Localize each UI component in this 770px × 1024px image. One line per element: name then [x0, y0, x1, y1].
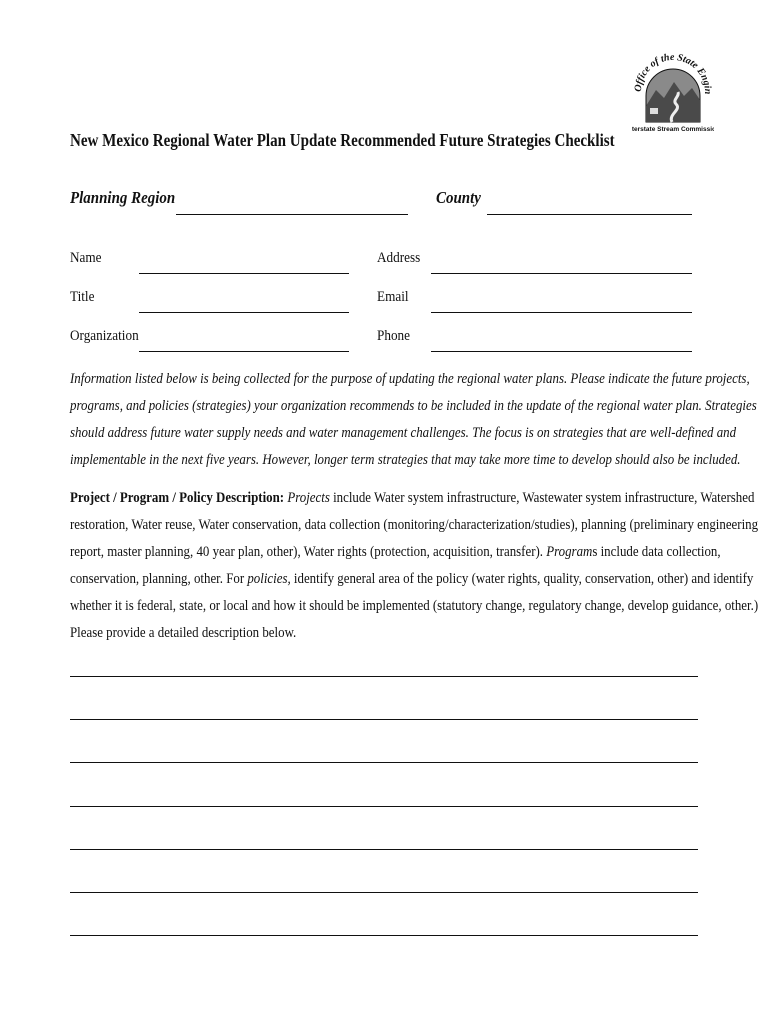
name-label: Name: [70, 250, 102, 266]
address-field[interactable]: [431, 273, 692, 274]
email-label: Email: [377, 289, 409, 305]
logo-commission-text: terstate Stream Commissi: [632, 126, 713, 133]
state-engineer-logo: [632, 44, 714, 136]
description-text: s include data collection,: [592, 544, 721, 560]
organization-field[interactable]: [139, 351, 349, 352]
description-answer-line-3[interactable]: [70, 762, 698, 763]
description-answer-line-6[interactable]: [70, 892, 698, 893]
policies-word: policies,: [247, 571, 291, 587]
description-text: identify general area of the policy (water rights, quality, conservation, other) and identify: [290, 571, 754, 587]
description-line: whether it is federal, state, or local and how it should be implemented (statutory change, regulatory change, develop guidance, other.): [70, 598, 759, 614]
description-paragraph: [70, 485, 758, 647]
description-answer-line-7[interactable]: [70, 935, 698, 936]
page-title: New Mexico Regional Water Plan Update Recommended Future Strategies Checklist: [70, 130, 615, 150]
county-field[interactable]: [487, 214, 692, 215]
programs-word: Program: [546, 544, 593, 560]
intro-line: Information listed below is being collected for the purpose of updating the regional water plans. Please indicate the future projects,: [70, 371, 750, 387]
phone-label: Phone: [377, 328, 410, 344]
description-answer-line-2[interactable]: [70, 719, 698, 720]
title-field[interactable]: [139, 312, 349, 313]
description-text: include Water system infrastructure, Wastewater system infrastructure, Watershed: [329, 490, 755, 506]
phone-field[interactable]: [431, 351, 692, 352]
description-line: restoration, Water reuse, Water conservation, data collection (monitoring/characterization/studies), planning (preliminary engineering: [70, 517, 759, 533]
projects-word: Projects: [287, 490, 330, 506]
description-text: report, master planning, 40 year plan, other), Water rights (protection, acquisition, transfer).: [70, 544, 547, 560]
name-field[interactable]: [139, 273, 349, 274]
email-field[interactable]: [431, 312, 692, 313]
description-answer-line-1[interactable]: [70, 676, 698, 677]
planning-region-field[interactable]: [176, 214, 408, 215]
address-label: Address: [377, 250, 421, 266]
county-label: County: [436, 188, 481, 207]
intro-line: should address future water supply needs and water management challenges. The focus is on strategies that are well-defined and: [70, 425, 737, 441]
description-answer-line-4[interactable]: [70, 806, 698, 807]
intro-line: implementable in the next five years. However, longer term strategies that may take more time to develop should also be included.: [70, 452, 741, 468]
description-line: [70, 566, 758, 593]
description-text: conservation, planning, other. For: [70, 571, 248, 587]
description-line: [70, 485, 758, 512]
organization-label: Organization: [70, 328, 139, 344]
description-heading: Project / Program / Policy Description:: [70, 490, 285, 506]
description-answer-line-5[interactable]: [70, 849, 698, 850]
logo-arc-text: Office of the State Engin: [632, 51, 714, 95]
title-label: Title: [70, 289, 95, 305]
intro-paragraph: [70, 366, 757, 474]
description-line: [70, 539, 758, 566]
intro-line: programs, and policies (strategies) your organization recommends to be included in the update of the regional water plan. Strategies: [70, 398, 757, 414]
planning-region-label: Planning Region: [70, 188, 176, 207]
description-line: Please provide a detailed description below.: [70, 625, 297, 641]
